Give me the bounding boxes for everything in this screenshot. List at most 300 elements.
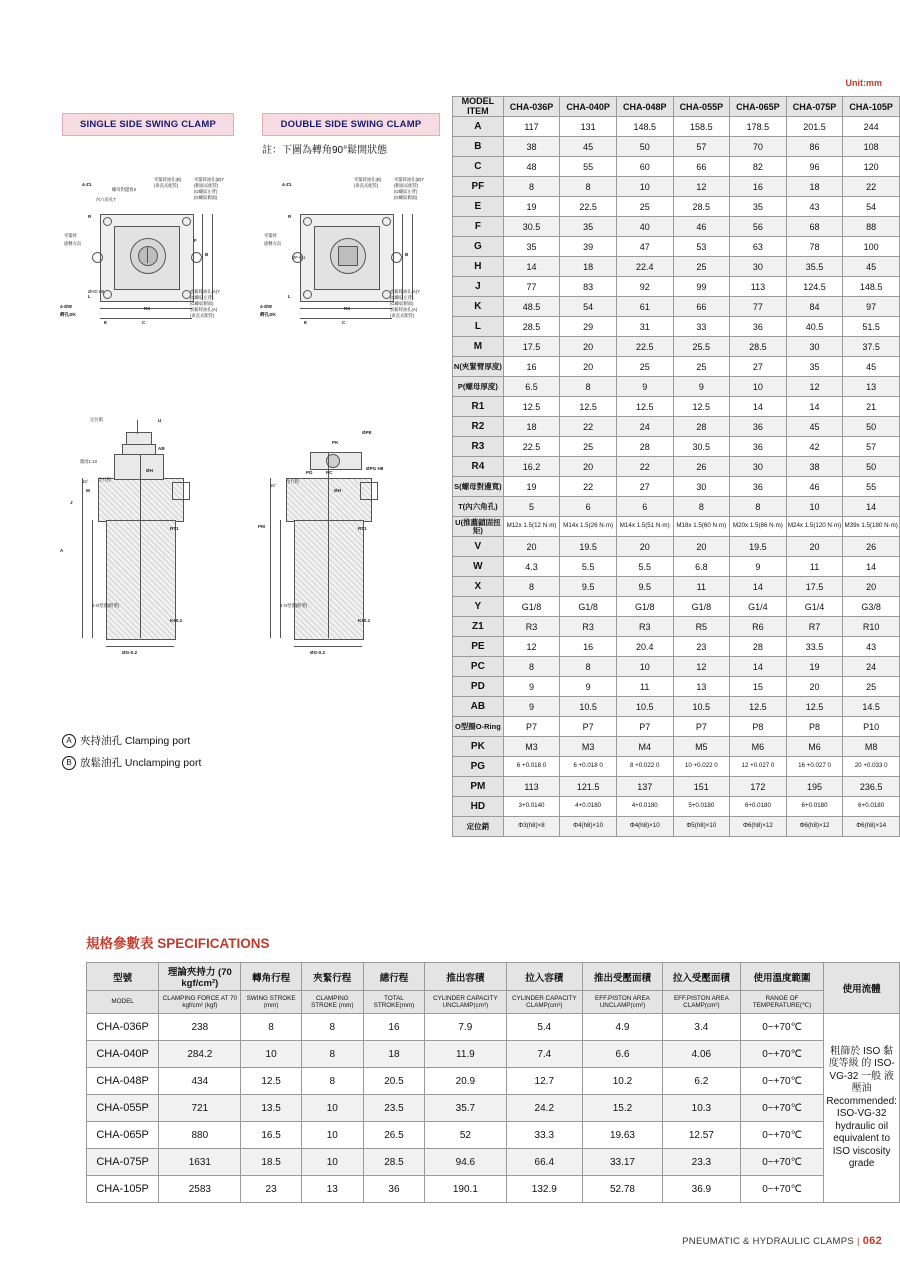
table-cell: 12.5	[616, 397, 673, 417]
table-cell: 23	[673, 637, 730, 657]
table-row	[453, 517, 900, 537]
table-cell: 61	[616, 297, 673, 317]
table-cell: 35	[503, 237, 560, 257]
table-cell: 178.5	[730, 117, 787, 137]
table-cell: M39x 1.5(180 N·m)	[843, 517, 900, 537]
table-cell: 84	[786, 297, 843, 317]
table-cell: 28	[730, 637, 787, 657]
row-label: AB	[453, 697, 504, 717]
table-cell: 92	[616, 277, 673, 297]
spec-cell: 0~+70℃	[740, 1176, 824, 1203]
spec-cell: 8	[301, 1041, 363, 1068]
table-cell: 9.5	[560, 577, 617, 597]
table-cell: 8	[503, 177, 560, 197]
spec-cell: 7.9	[425, 1014, 507, 1041]
table-cell: 17.5	[503, 337, 560, 357]
table-row	[453, 577, 900, 597]
header-model-6: CHA-105P	[843, 97, 900, 117]
table-cell: 77	[730, 297, 787, 317]
table-cell: 19	[786, 657, 843, 677]
table-cell: 9	[673, 377, 730, 397]
table-cell: 26	[673, 457, 730, 477]
table-row	[453, 597, 900, 617]
spec-cell: 13.5	[241, 1095, 301, 1122]
row-label: K	[453, 297, 504, 317]
spec-cell: 16	[363, 1014, 424, 1041]
table-cell: 11	[673, 577, 730, 597]
table-row	[453, 157, 900, 177]
table-cell: R10	[843, 617, 900, 637]
table-cell: 6+0.0180	[843, 797, 900, 817]
table-cell: 13	[673, 677, 730, 697]
table-cell: M5	[673, 737, 730, 757]
table-cell: 5.5	[616, 557, 673, 577]
table-cell: R6	[730, 617, 787, 637]
spec-model-cell: CHA-105P	[87, 1176, 159, 1203]
table-cell: 8 +0.022 0	[616, 757, 673, 777]
spec-cell: 5.4	[506, 1014, 582, 1041]
spec-cell: 6.6	[582, 1041, 662, 1068]
row-label: N(夾緊臂厚度)	[453, 357, 504, 377]
table-cell: 29	[560, 317, 617, 337]
spec-cell: 1631	[159, 1149, 241, 1176]
table-cell: M3	[560, 737, 617, 757]
table-cell: 45	[843, 257, 900, 277]
table-row	[87, 1149, 900, 1176]
table-cell: R5	[673, 617, 730, 637]
table-cell: M6	[786, 737, 843, 757]
row-label: U(推薦鎖固扭矩)	[453, 517, 504, 537]
table-cell: 244	[843, 117, 900, 137]
table-cell: 14	[730, 657, 787, 677]
table-cell: 9	[503, 677, 560, 697]
table-cell: 3+0.0140	[503, 797, 560, 817]
table-cell: 10	[616, 177, 673, 197]
row-label: P(螺母厚度)	[453, 377, 504, 397]
spec-cell: 11.9	[425, 1041, 507, 1068]
spec-cell: 132.9	[506, 1176, 582, 1203]
spec-col-header-cn: 推出容積	[425, 963, 507, 991]
table-cell: 113	[730, 277, 787, 297]
table-cell: Φ4(h8)×10	[616, 817, 673, 837]
spec-col-header-en: TOTAL STROKE(mm)	[363, 991, 424, 1014]
table-cell: 4+0.0180	[616, 797, 673, 817]
table-cell: 19.5	[560, 537, 617, 557]
table-cell: 38	[503, 137, 560, 157]
table-cell: 14	[730, 397, 787, 417]
table-cell: P7	[673, 717, 730, 737]
spec-cell: 28.5	[363, 1149, 424, 1176]
table-cell: P8	[786, 717, 843, 737]
table-cell: 25	[673, 257, 730, 277]
table-cell: 16	[503, 357, 560, 377]
spec-cell: 3.4	[663, 1014, 741, 1041]
table-cell: 108	[843, 137, 900, 157]
table-cell: M18x 1.5(60 N·m)	[673, 517, 730, 537]
spec-cell: 36.9	[663, 1176, 741, 1203]
table-cell: 50	[843, 417, 900, 437]
table-cell: 12.5	[673, 397, 730, 417]
table-cell: 18	[560, 257, 617, 277]
table-cell: 9	[730, 557, 787, 577]
table-cell: 50	[843, 457, 900, 477]
table-row	[453, 237, 900, 257]
table-cell: 8	[560, 177, 617, 197]
spec-col-header-en: CYLINDER CAPACITY CLAMP(cm³)	[506, 991, 582, 1014]
table-cell: 46	[673, 217, 730, 237]
table-row	[453, 537, 900, 557]
row-label: Z1	[453, 617, 504, 637]
row-label: HD	[453, 797, 504, 817]
header-model-4: CHA-065P	[730, 97, 787, 117]
table-cell: P7	[560, 717, 617, 737]
table-cell: 45	[786, 417, 843, 437]
row-label: C	[453, 157, 504, 177]
spec-model-cell: CHA-075P	[87, 1149, 159, 1176]
table-row	[453, 717, 900, 737]
table-cell: 12.5	[503, 397, 560, 417]
table-cell: 10	[786, 497, 843, 517]
table-cell: 22	[616, 457, 673, 477]
table-cell: 11	[616, 677, 673, 697]
usable-fluid-note: 粗篩於 ISO 黏度等級 的 ISO-VG-32 一般 液壓油 Recommended: ISO-VG-32 hydraulic oil equivalent to ISO viscosity grade	[824, 1014, 900, 1203]
table-cell: 55	[843, 477, 900, 497]
legend-mark-b: B	[62, 756, 76, 770]
table-row	[453, 217, 900, 237]
spec-col-header-cn: 拉入受壓面積	[663, 963, 741, 991]
table-cell: 35	[560, 217, 617, 237]
spec-col-header-en: MODEL	[87, 991, 159, 1014]
table-header-row	[453, 97, 900, 117]
table-cell: 28	[616, 437, 673, 457]
table-cell: M14x 1.5(26 N·m)	[560, 517, 617, 537]
table-cell: 18	[503, 417, 560, 437]
table-cell: 8	[503, 577, 560, 597]
spec-cell: 284.2	[159, 1041, 241, 1068]
table-cell: 22	[560, 477, 617, 497]
table-cell: 20	[673, 537, 730, 557]
row-label: 定位銷	[453, 817, 504, 837]
row-label: V	[453, 537, 504, 557]
spec-cell: 66.4	[506, 1149, 582, 1176]
table-cell: 60	[616, 157, 673, 177]
table-cell: 24	[616, 417, 673, 437]
row-label: B	[453, 137, 504, 157]
table-cell: 14	[843, 497, 900, 517]
table-cell: R3	[503, 617, 560, 637]
spec-col-header-en: RANGE OF TEMPERATURE(℃)	[740, 991, 824, 1014]
table-cell: 10 +0.022 0	[673, 757, 730, 777]
table-cell: 25	[843, 677, 900, 697]
table-cell: 8	[730, 497, 787, 517]
table-cell: 46	[786, 477, 843, 497]
row-label: E	[453, 197, 504, 217]
table-cell: G1/8	[673, 597, 730, 617]
table-cell: 25	[616, 357, 673, 377]
table-cell: 172	[730, 777, 787, 797]
header-model-2: CHA-048P	[616, 97, 673, 117]
spec-cell: 10	[301, 1095, 363, 1122]
table-cell: 28.5	[503, 317, 560, 337]
table-cell: 68	[786, 217, 843, 237]
spec-cell: 0~+70℃	[740, 1095, 824, 1122]
table-row	[453, 817, 900, 837]
table-cell: 11	[786, 557, 843, 577]
table-cell: 35.5	[786, 257, 843, 277]
table-cell: 18	[786, 177, 843, 197]
row-label: A	[453, 117, 504, 137]
table-cell: 5	[503, 497, 560, 517]
table-cell: Φ6(h8)×12	[786, 817, 843, 837]
row-label: PM	[453, 777, 504, 797]
spec-cell: 10	[241, 1041, 301, 1068]
table-cell: 36	[730, 417, 787, 437]
table-cell: 45	[843, 357, 900, 377]
table-cell: 19.5	[730, 537, 787, 557]
row-label: PK	[453, 737, 504, 757]
spec-cell: 33.17	[582, 1149, 662, 1176]
table-cell: R3	[616, 617, 673, 637]
table-cell: 88	[843, 217, 900, 237]
spec-cell: 8	[241, 1014, 301, 1041]
specifications-table	[86, 962, 900, 1203]
row-label: PD	[453, 677, 504, 697]
table-row	[453, 777, 900, 797]
spec-col-header-cn: 總行程	[363, 963, 424, 991]
footer-text: PNEUMATIC & HYDRAULIC CLAMPS	[682, 1236, 855, 1247]
row-label: Y	[453, 597, 504, 617]
spec-cell: 26.5	[363, 1122, 424, 1149]
drawing-single-section-view: 定位銷 U 錐度1:10 AB ØH 15° 全行程 M RT1 J A 2-O型圈(附帶) K±0.1 ØG-0.2	[62, 418, 252, 678]
table-cell: 56	[730, 217, 787, 237]
header-model-0: CHA-036P	[503, 97, 560, 117]
table-cell: 14	[503, 257, 560, 277]
table-cell: 15	[730, 677, 787, 697]
table-cell: 40.5	[786, 317, 843, 337]
table-cell: 148.5	[616, 117, 673, 137]
spec-col-header-en: CLAMPING STROKE (mm)	[301, 991, 363, 1014]
table-cell: 30	[673, 477, 730, 497]
spec-cell: 0~+70℃	[740, 1041, 824, 1068]
table-cell: M12x 1.5(12 N·m)	[503, 517, 560, 537]
table-cell: 25	[560, 437, 617, 457]
table-cell: 39	[560, 237, 617, 257]
row-label: PE	[453, 637, 504, 657]
table-cell: 20	[843, 577, 900, 597]
spec-cell: 10.3	[663, 1095, 741, 1122]
table-cell: 70	[730, 137, 787, 157]
spec-cell: 18	[363, 1041, 424, 1068]
table-cell: 100	[843, 237, 900, 257]
table-cell: 21	[843, 397, 900, 417]
table-cell: 8	[560, 657, 617, 677]
table-cell: 16	[730, 177, 787, 197]
row-label: T(內六角孔)	[453, 497, 504, 517]
page-footer	[682, 1235, 882, 1247]
table-row	[87, 1068, 900, 1095]
table-cell: 20	[503, 537, 560, 557]
spec-cell: 0~+70℃	[740, 1149, 824, 1176]
table-cell: 33	[673, 317, 730, 337]
specifications-title: 規格參數表 SPECIFICATIONS	[86, 936, 270, 951]
table-cell: 14	[730, 577, 787, 597]
table-cell: 22	[843, 177, 900, 197]
table-cell: 124.5	[786, 277, 843, 297]
spec-col-header-en: CYLINDER CAPACITY UNCLAMP(cm³)	[425, 991, 507, 1014]
row-label: PC	[453, 657, 504, 677]
table-cell: 20	[560, 457, 617, 477]
spec-cell: 12.57	[663, 1122, 741, 1149]
table-cell: G1/4	[730, 597, 787, 617]
table-cell: 4+0.0180	[560, 797, 617, 817]
row-label: W	[453, 557, 504, 577]
table-row	[453, 337, 900, 357]
table-cell: 28.5	[730, 337, 787, 357]
table-cell: 158.5	[673, 117, 730, 137]
table-cell: 48	[503, 157, 560, 177]
drawing-single-top-view: 螺母對邊寬S 內六角孔T 夾緊時油孔(B) (垂直式配管) 夾緊時油孔(B)Y (側面式配管) (G螺紋左背) (G螺紋側面) 4-Z1 夾緊時 旋轉方向 4-ØW ØHD H8 鍔孔ØX 放鬆時油孔(A)Y (G螺紋左背) (G螺紋側面) 放鬆時油孔(A) (垂直式配管) E R3 C R L B F	[60, 177, 225, 325]
table-cell: 6.8	[673, 557, 730, 577]
table-cell: 57	[843, 437, 900, 457]
spec-cell: 0~+70℃	[740, 1068, 824, 1095]
row-label: R1	[453, 397, 504, 417]
table-row	[453, 377, 900, 397]
table-cell: 12 +0.027 0	[730, 757, 787, 777]
table-cell: 20	[560, 337, 617, 357]
table-cell: 25.5	[673, 337, 730, 357]
table-cell: 30	[786, 337, 843, 357]
table-cell: 97	[843, 297, 900, 317]
row-label: R3	[453, 437, 504, 457]
spec-cell: 13	[301, 1176, 363, 1203]
table-cell: G3/8	[843, 597, 900, 617]
table-cell: 26	[843, 537, 900, 557]
table-cell: 31	[616, 317, 673, 337]
table-cell: 20	[786, 537, 843, 557]
table-cell: 131	[560, 117, 617, 137]
footer-page-number: 062	[862, 1235, 882, 1247]
table-cell: 77	[503, 277, 560, 297]
spec-col-header-cn: 使用溫度範圍	[740, 963, 824, 991]
table-cell: 9	[503, 697, 560, 717]
table-cell: 37.5	[843, 337, 900, 357]
table-cell: 24	[843, 657, 900, 677]
table-row	[453, 477, 900, 497]
table-cell: 78	[786, 237, 843, 257]
spec-cell: 6.2	[663, 1068, 741, 1095]
spec-cell: 8	[301, 1014, 363, 1041]
table-cell: 66	[673, 157, 730, 177]
table-row	[453, 637, 900, 657]
table-cell: 42	[786, 437, 843, 457]
table-cell: 99	[673, 277, 730, 297]
table-cell: 9	[616, 377, 673, 397]
spec-cell: 0~+70℃	[740, 1122, 824, 1149]
table-cell: 30	[730, 457, 787, 477]
spec-col-header-cn: 轉角行程	[241, 963, 301, 991]
table-cell: 36	[730, 437, 787, 457]
header-double-side: DOUBLE SIDE SWING CLAMP	[262, 113, 440, 136]
table-row	[453, 397, 900, 417]
table-cell: 47	[616, 237, 673, 257]
row-label: H	[453, 257, 504, 277]
spec-cell: 4.06	[663, 1041, 741, 1068]
table-row	[87, 1176, 900, 1203]
table-row	[87, 1122, 900, 1149]
table-cell: 36	[730, 317, 787, 337]
table-cell: 43	[843, 637, 900, 657]
table-row	[453, 617, 900, 637]
spec-cell: 190.1	[425, 1176, 507, 1203]
table-cell: 12.5	[560, 397, 617, 417]
table-cell: 27	[616, 477, 673, 497]
table-cell: 12.5	[786, 697, 843, 717]
footer-separator: |	[857, 1236, 860, 1247]
table-cell: 10.5	[560, 697, 617, 717]
table-cell: G1/8	[503, 597, 560, 617]
row-label: M	[453, 337, 504, 357]
spec-cell: 23.5	[363, 1095, 424, 1122]
row-label: F	[453, 217, 504, 237]
table-cell: 63	[730, 237, 787, 257]
table-cell: M8	[843, 737, 900, 757]
table-cell: P8	[730, 717, 787, 737]
table-cell: 6+0.0180	[730, 797, 787, 817]
table-cell: 53	[673, 237, 730, 257]
table-cell: 8	[503, 657, 560, 677]
spec-cell: 10.2	[582, 1068, 662, 1095]
table-cell: 28.5	[673, 197, 730, 217]
spec-cell: 36	[363, 1176, 424, 1203]
table-cell: 113	[503, 777, 560, 797]
table-cell: 151	[673, 777, 730, 797]
header-model-5: CHA-075P	[786, 97, 843, 117]
table-cell: 12.5	[730, 697, 787, 717]
spec-cell: 0~+70℃	[740, 1014, 824, 1041]
spec-model-cell: CHA-055P	[87, 1095, 159, 1122]
table-cell: 33.5	[786, 637, 843, 657]
legend-clamping-port	[62, 733, 190, 748]
spec-cell: 4.9	[582, 1014, 662, 1041]
table-cell: 148.5	[843, 277, 900, 297]
table-row	[453, 257, 900, 277]
table-row	[453, 757, 900, 777]
table-cell: 22.5	[616, 337, 673, 357]
table-cell: 38	[786, 457, 843, 477]
table-row	[453, 317, 900, 337]
table-row	[453, 277, 900, 297]
table-cell: 30.5	[503, 217, 560, 237]
spec-cell: 880	[159, 1122, 241, 1149]
table-cell: 25	[616, 197, 673, 217]
table-cell: 13	[843, 377, 900, 397]
table-cell: P10	[843, 717, 900, 737]
row-label: J	[453, 277, 504, 297]
drawing-double-top-view: 4-Z1 夾緊時油孔(B) (垂直式配管) 夾緊時油孔(B)Y (側面式配管) (G螺紋左背) (G螺紋側面) 夾緊時 旋轉方向 ØF-0.1 4-ØW 鍔孔ØX 放鬆時油孔(A)Y (G螺紋左背) (G螺紋側面) 放鬆時油孔(A) (垂直式配管) E R3 C R L B	[260, 177, 425, 325]
spec-cell: 19.63	[582, 1122, 662, 1149]
table-cell: 10	[616, 657, 673, 677]
table-cell: 57	[673, 137, 730, 157]
table-cell: 30.5	[673, 437, 730, 457]
table-row	[87, 1014, 900, 1041]
spec-cell: 20.9	[425, 1068, 507, 1095]
table-cell: 12	[503, 637, 560, 657]
table-row	[453, 697, 900, 717]
row-label: X	[453, 577, 504, 597]
table-cell: 6	[616, 497, 673, 517]
drawing-double-section-view: ØPE PK PD PC ØPG H8 ØH 15° 全行程 PM RT1 2-O型圈(附帶) K±0.1 ØG-0.2	[258, 430, 384, 655]
table-cell: 22.5	[503, 437, 560, 457]
